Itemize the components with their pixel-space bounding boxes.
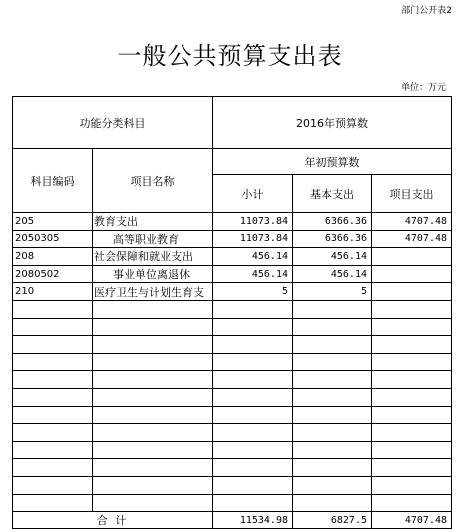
header-code: 科目编码 [13, 149, 93, 213]
row-subtotal [213, 388, 293, 406]
table-row [13, 388, 452, 406]
row-name: 教育支出 [93, 213, 213, 231]
row-basic [293, 300, 372, 318]
row-name [93, 459, 213, 477]
row-project [372, 441, 452, 459]
row-project [372, 388, 452, 406]
table-row [13, 353, 452, 371]
row-project [372, 424, 452, 442]
row-basic [293, 494, 372, 512]
table-row [13, 406, 452, 424]
table-row [13, 230, 452, 248]
table-row [13, 424, 452, 442]
row-code [13, 441, 93, 459]
row-subtotal [213, 336, 293, 354]
row-name [93, 318, 213, 336]
table-body [13, 213, 452, 512]
table-row [13, 459, 452, 477]
row-project [372, 283, 452, 301]
row-project [372, 459, 452, 477]
budget-table [12, 96, 452, 529]
row-basic [293, 459, 372, 477]
row-name: 事业单位离退休 [93, 265, 213, 283]
row-subtotal: 11073.84 [213, 230, 293, 248]
row-subtotal [213, 406, 293, 424]
row-project [372, 265, 452, 283]
row-code [13, 300, 93, 318]
row-code [13, 318, 93, 336]
table-row [13, 248, 452, 266]
table-row [13, 213, 452, 231]
total-project: 4707.48 [372, 512, 452, 529]
row-code [13, 371, 93, 389]
row-subtotal [213, 494, 293, 512]
row-basic: 456.14 [293, 265, 372, 283]
row-project [372, 248, 452, 266]
row-basic [293, 388, 372, 406]
row-code [13, 388, 93, 406]
row-name [93, 353, 213, 371]
total-basic: 6827.5 [293, 512, 372, 529]
table-header [13, 97, 452, 213]
row-code [13, 424, 93, 442]
row-code: 210 [13, 283, 93, 301]
table-row [13, 336, 452, 354]
header-budget-year: 2016年预算数 [213, 97, 452, 149]
unit-label: 单位：万元 [400, 83, 446, 93]
row-project: 4707.48 [372, 230, 452, 248]
row-code [13, 494, 93, 512]
row-subtotal [213, 371, 293, 389]
table-row [13, 300, 452, 318]
row-project [372, 336, 452, 354]
row-subtotal: 5 [213, 283, 293, 301]
row-project: 4707.48 [372, 213, 452, 231]
row-basic: 6366.36 [293, 213, 372, 231]
row-project [372, 406, 452, 424]
row-name [93, 406, 213, 424]
row-project [372, 353, 452, 371]
row-subtotal [213, 353, 293, 371]
header-basic: 基本支出 [293, 175, 372, 213]
row-name [93, 441, 213, 459]
row-subtotal [213, 441, 293, 459]
row-subtotal [213, 459, 293, 477]
header-category: 功能分类科目 [13, 97, 213, 149]
row-basic [293, 336, 372, 354]
total-row [13, 512, 452, 529]
row-name: 高等职业教育 [93, 230, 213, 248]
row-subtotal [213, 318, 293, 336]
row-code [13, 353, 93, 371]
row-subtotal [213, 300, 293, 318]
row-code: 2080502 [13, 265, 93, 283]
row-name [93, 476, 213, 494]
row-basic [293, 318, 372, 336]
row-project [372, 318, 452, 336]
row-name [93, 371, 213, 389]
row-name [93, 388, 213, 406]
row-name: 医疗卫生与计划生育支 [93, 283, 213, 301]
table-number-label: 部门公开表2 [401, 6, 452, 16]
row-code: 208 [13, 248, 93, 266]
header-name: 项目名称 [93, 149, 213, 213]
table-row [13, 494, 452, 512]
row-code: 205 [13, 213, 93, 231]
row-basic [293, 476, 372, 494]
row-subtotal [213, 424, 293, 442]
row-project [372, 371, 452, 389]
page-title: 一般公共预算支出表 [117, 42, 343, 70]
table-row [13, 476, 452, 494]
row-subtotal: 456.14 [213, 265, 293, 283]
row-code: 2050305 [13, 230, 93, 248]
row-basic [293, 441, 372, 459]
table-row [13, 265, 452, 283]
row-subtotal [213, 476, 293, 494]
header-project: 项目支出 [372, 175, 452, 213]
row-project [372, 300, 452, 318]
row-code [13, 406, 93, 424]
row-project [372, 494, 452, 512]
total-label: 合 计 [13, 512, 213, 529]
row-basic [293, 424, 372, 442]
row-basic [293, 371, 372, 389]
row-name [93, 424, 213, 442]
header-subtotal: 小计 [213, 175, 293, 213]
row-basic: 5 [293, 283, 372, 301]
total-subtotal: 11534.98 [213, 512, 293, 529]
table-row [13, 283, 452, 301]
row-basic [293, 406, 372, 424]
row-code [13, 459, 93, 477]
row-name [93, 494, 213, 512]
row-name [93, 300, 213, 318]
table-row [13, 371, 452, 389]
row-subtotal: 11073.84 [213, 213, 293, 231]
row-basic: 6366.36 [293, 230, 372, 248]
row-basic [293, 353, 372, 371]
row-project [372, 476, 452, 494]
table-row [13, 318, 452, 336]
row-code [13, 336, 93, 354]
row-code [13, 476, 93, 494]
header-initial-budget: 年初预算数 [213, 149, 452, 175]
row-name: 社会保障和就业支出 [93, 248, 213, 266]
table-row [13, 441, 452, 459]
row-name [93, 336, 213, 354]
row-basic: 456.14 [293, 248, 372, 266]
row-subtotal: 456.14 [213, 248, 293, 266]
